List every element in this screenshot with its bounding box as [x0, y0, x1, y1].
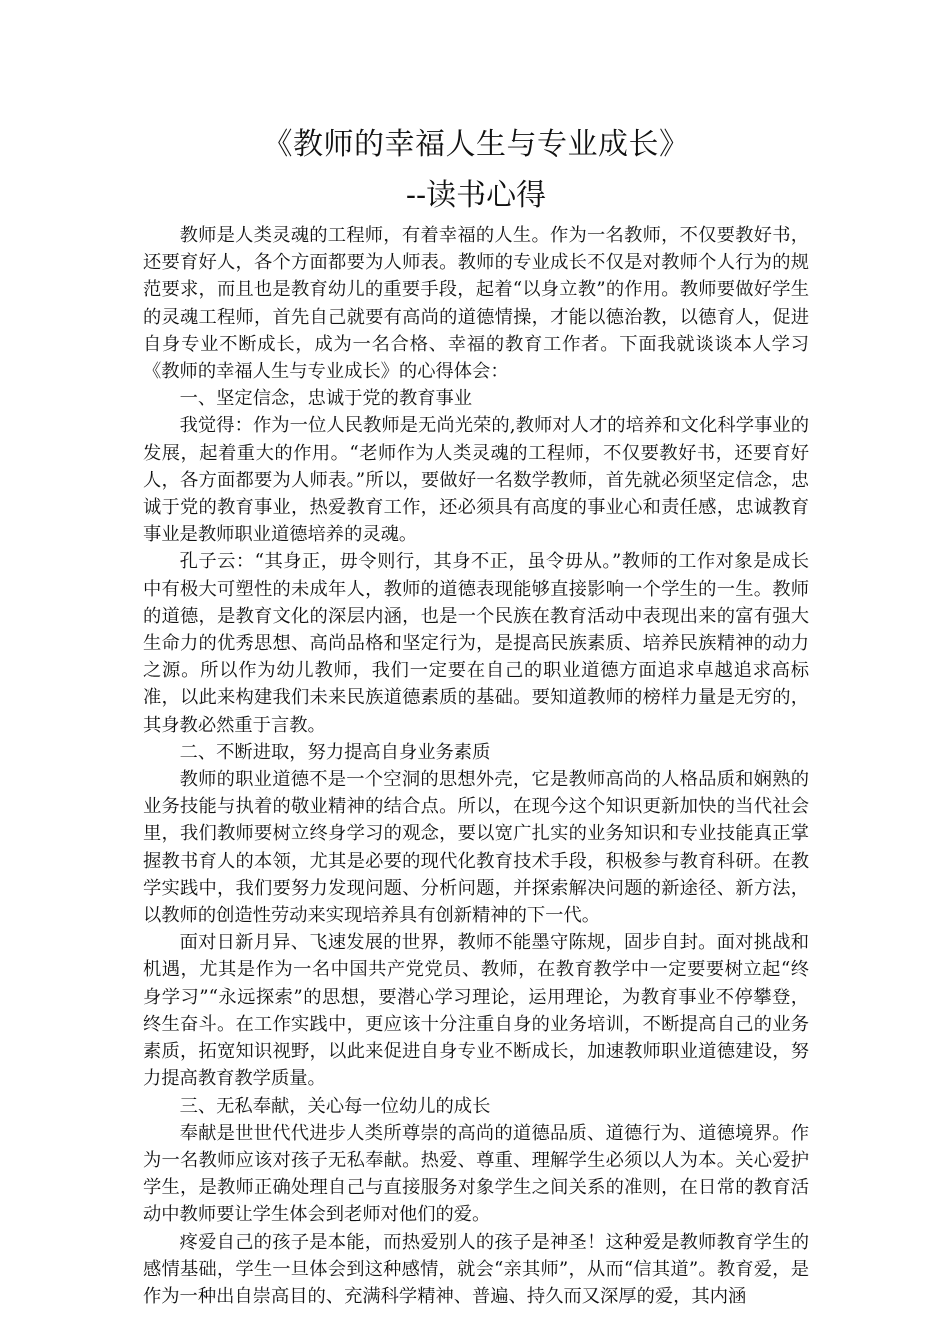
- paragraph: 奉献是世世代代进步人类所尊崇的高尚的道德品质、道德行为、道德境界。作为一名教师应该对孩子无私奉献。热爱、尊重、理解学生必须以人为本。关心爱护学生，是教师正确处理自己与直接服务对象学生之间关系的准则，在日常的教育活动中教师要让学生体会到老师对他们的爱。: [143, 1122, 809, 1226]
- paragraph: 我觉得：作为一位人民教师是无尚光荣的,教师对人才的培养和文化科学事业的发展，起着重大的作用。“老师作为人类灵魂的工程师，不仅要教好书，还要育好人，各方面都要为人师表。”所以，要做好一名数学教师，首先就必须坚定信念，忠诚于党的教育事业，热爱教育工作，还必须具有高度的事业心和责任感，忠诚教育事业是教师职业道德培养的灵魂。: [143, 415, 809, 546]
- paragraph: 教师的职业道德不是一个空洞的思想外壳，它是教师高尚的人格品质和娴熟的业务技能与执着的敬业精神的结合点。所以，在现今这个知识更新加快的当代社会里，我们教师要树立终身学习的观念，要以宽广扎实的业务知识和专业技能真正掌握教书育人的本领，尤其是必要的现代化教育技术手段，积极参与教育科研。在教学实践中，我们要努力发现问题、分析问题，并探索解决问题的新途径、新方法，以教师的创造性劳动来实现培养具有创新精神的下一代。: [143, 769, 809, 927]
- paragraph: 疼爱自己的孩子是本能，而热爱别人的孩子是神圣！这种爱是教师教育学生的感情基础，学生一旦体会到这种感情，就会“亲其师”，从而“信其道”。教育爱，是作为一种出自崇高目的、充满科学精神、普遍、持久而又深厚的爱，其内涵: [143, 1231, 809, 1307]
- section-heading-3: 三、无私奉献，关心每一位幼儿的成长: [179, 1095, 491, 1117]
- document-title: 《教师的幸福人生与专业成长》: [262, 127, 690, 162]
- section-heading-2: 二、不断进取，努力提高自身业务素质: [179, 741, 491, 763]
- section-heading-1: 一、坚定信念，忠诚于党的教育事业: [179, 388, 473, 410]
- document-page: [143, 122, 809, 1310]
- paragraph: 面对日新月异、飞速发展的世界，教师不能墨守陈规，固步自封。面对挑战和机遇，尤其是作为一名中国共产党党员、教师，在教育教学中一定要要树立起“终身学习”“永远探索”的思想，要潜心学习理论，运用理论，为教育事业不停攀登，终生奋斗。在工作实践中，更应该十分注重自身的业务培训，不断提高自己的业务素质，拓宽知识视野，以此来促进自身专业不断成长，加速教师职业道德建设，努力提高教育教学质量。: [143, 932, 809, 1090]
- paragraph-intro: 教师是人类灵魂的工程师，有着幸福的人生。作为一名教师，不仅要教好书，还要育好人，各个方面都要为人师表。教师的专业成长不仅是对教师个人行为的规范要求，而且也是教育幼儿的重要手段，起着“以身立教”的作用。教师要做好学生的灵魂工程师，首先自己就要有高尚的道德情操，才能以德治教，以德育人，促进自身专业不断成长，成为一名合格、幸福的教育工作者。下面我就谈谈本人学习《教师的幸福人生与专业成长》的心得体会：: [143, 225, 809, 383]
- paragraph: 孔子云：“其身正，毋令则行，其身不正，虽令毋从。”教师的工作对象是成长中有极大可塑性的未成年人，教师的道德表现能够直接影响一个学生的一生。教师的道德，是教育文化的深层内涵，也是一个民族在教育活动中表现出来的富有强大生命力的优秀思想、高尚品格和坚定行为，是提高民族素质、培养民族精神的动力之源。所以作为幼儿教师，我们一定要在自己的职业道德方面追求卓越追求高标准，以此来构建我们未来民族道德素质的基础。要知道教师的榜样力量是无穷的，其身教必然重于言教。: [143, 551, 809, 736]
- document-subtitle: --读书心得: [405, 178, 547, 213]
